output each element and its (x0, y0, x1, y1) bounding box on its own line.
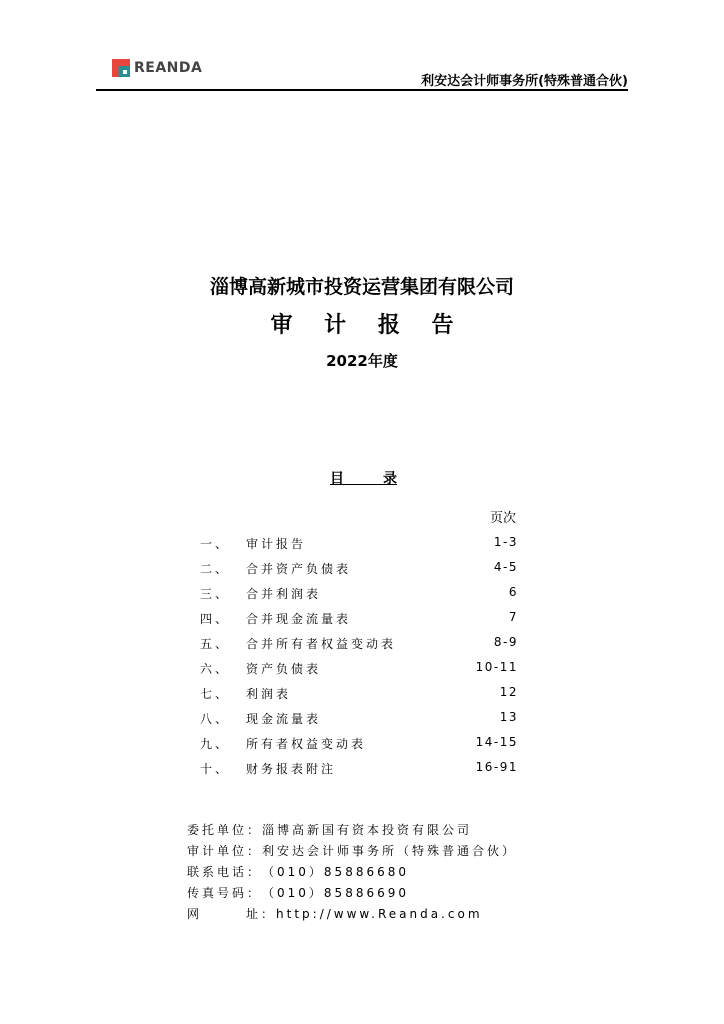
toc-heading: 目 录 (330, 471, 397, 487)
toc-row (200, 682, 518, 707)
toc-row (200, 532, 518, 557)
toc-pages: 6 (508, 585, 518, 599)
auditor-label: 审计单位： (187, 844, 263, 858)
toc-title: 财务报表附注 (246, 762, 337, 776)
toc-pages: 12 (499, 685, 518, 699)
page-header (0, 0, 724, 100)
fax-value: （010）85886690 (262, 886, 409, 900)
toc-pages: 7 (508, 610, 518, 624)
toc-pages: 8-9 (493, 635, 518, 649)
toc-number: 三、 (200, 587, 231, 601)
website-row (187, 904, 517, 925)
client-row (187, 820, 517, 841)
phone-label: 联系电话： (187, 865, 263, 879)
report-title: 审 计 报 告 (270, 313, 466, 338)
toc-title: 所有者权益变动表 (246, 737, 367, 751)
firm-name: 利安达会计师事务所(特殊普通合伙) (421, 74, 628, 89)
toc-number: 四、 (200, 612, 231, 626)
toc-number: 八、 (200, 712, 231, 726)
website-label-part2: 址： (246, 907, 277, 921)
toc-row (200, 657, 518, 682)
website-label-part1: 网 (187, 907, 203, 921)
toc-title: 合并利润表 (246, 587, 322, 601)
toc-number: 二、 (200, 562, 231, 576)
company-name: 淄博高新城市投资运营集团有限公司 (209, 276, 514, 298)
toc-title: 现金流量表 (246, 712, 322, 726)
reanda-logo-icon (112, 59, 130, 77)
toc-row (200, 757, 518, 782)
toc-title: 资产负债表 (246, 662, 322, 676)
contact-info (187, 820, 517, 925)
auditor-row (187, 841, 517, 862)
table-of-contents (200, 532, 518, 782)
toc-row (200, 557, 518, 582)
fax-row (187, 883, 517, 904)
toc-row (200, 607, 518, 632)
page-column-label: 页次 (490, 511, 517, 526)
toc-number: 六、 (200, 662, 231, 676)
toc-title: 合并现金流量表 (246, 612, 352, 626)
toc-row (200, 582, 518, 607)
reanda-logo (112, 58, 202, 78)
toc-title: 审计报告 (246, 537, 307, 551)
toc-number: 九、 (200, 737, 231, 751)
fax-label: 传真号码： (187, 886, 263, 900)
toc-pages: 1-3 (493, 535, 518, 549)
toc-row (200, 732, 518, 757)
toc-pages: 10-11 (475, 660, 518, 674)
toc-title: 合并所有者权益变动表 (246, 637, 397, 651)
phone-value: （010）85886680 (262, 865, 409, 879)
auditor-value: 利安达会计师事务所（特殊普通合伙） (262, 844, 518, 858)
client-label: 委托单位： (187, 823, 263, 837)
client-value: 淄博高新国有资本投资有限公司 (262, 823, 473, 837)
toc-number: 七、 (200, 687, 231, 701)
toc-pages: 4-5 (493, 560, 518, 574)
toc-row (200, 707, 518, 732)
phone-row (187, 862, 517, 883)
toc-row (200, 632, 518, 657)
toc-title: 合并资产负债表 (246, 562, 352, 576)
toc-pages: 16-91 (475, 760, 518, 774)
header-rule (96, 89, 628, 91)
logo-text: REANDA (134, 60, 203, 76)
toc-title: 利润表 (246, 687, 292, 701)
toc-pages: 13 (499, 710, 518, 724)
toc-number: 一、 (200, 537, 231, 551)
toc-number: 五、 (200, 637, 231, 651)
report-year: 2022年度 (326, 352, 398, 370)
toc-number: 十、 (200, 762, 231, 776)
website-value: http://www.Reanda.com (276, 907, 483, 921)
toc-pages: 14-15 (475, 735, 518, 749)
